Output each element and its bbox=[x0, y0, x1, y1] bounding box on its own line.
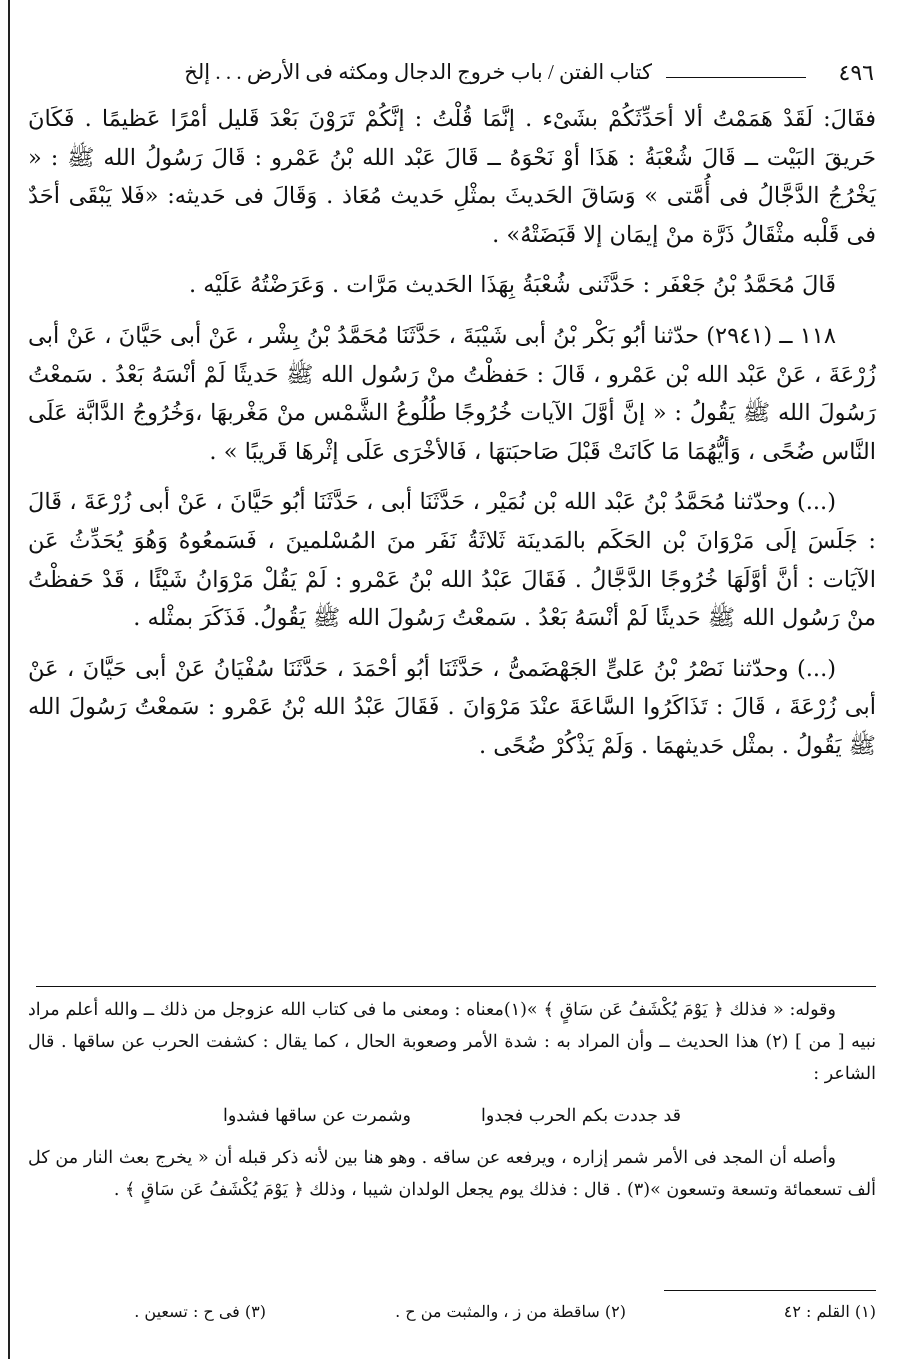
paragraph-hadith-118: ١١٨ ــ (٢٩٤١) حدّثنا أبُو بَكْر بْنُ أبى شَيْبَةَ ، حَدَّثَنَا مُحَمَّدُ بْنُ بِشْر ، عَنْ أبى حَيَّانَ ، عَنْ أبى زُرْعَةَ ، عَنْ عَبْد الله بْن عَمْرو ، قَالَ : حَفظْتُ منْ رَسُول الله ﷺ حَديثًا لَمْ أنْسَهُ بَعْدُ . سَمعْتُ رَسُولَ الله ﷺ يَقُولُ : « إنَّ أوَّلَ الآيات خُرُوجًا طُلُوعُ الشَّمْس منْ مَغْربهَا ،وَخُرُوجُ الدَّابَّة عَلَى النَّاس ضُحًى ، وَأيُّهُمَا مَا كَانَتْ قَبْلَ صَاحبَتهَا ، فَالأخْرَى عَلَى إثْرهَا قَريبًا » . bbox=[28, 322, 876, 465]
footnotes bbox=[28, 1302, 876, 1332]
page-edge-line bbox=[8, 0, 10, 1359]
footnote-1: (١) القلم : ٤٢ bbox=[783, 1302, 876, 1321]
running-title: كتاب الفتن / باب خروج الدجال ومكثه فى الأرض . . . إلخ bbox=[184, 60, 652, 84]
footnote-2: (٢) ساقطة من ز ، والمثبت من ح . bbox=[395, 1302, 626, 1321]
paragraph-continuation: فقَالَ: لَقَدْ هَمَمْتُ ألا أحَدِّثَكُمْ بشَىْء . إنَّمَا قُلْتُ : إنَّكُمْ تَرَوْنَ بَعْدَ قَليل أمْرًا عَظيمًا . فَكَانَ حَريقَ البَيْت ــ قَالَ شُعْبَةُ : هَذَا أوْ نَحْوَهُ ــ قَالَ عَبْد الله بْنُ عَمْرو : قَالَ رَسُولُ الله ﷺ : « يَخْرُجُ الدَّجَّالُ فى أُمَّتى » وَسَاقَ الحَديثَ بمثْلِ حَديث مُعَاذ . وَقَالَ فى حَديثه: «فَلا يَبْقَى أحَدٌ فى قَلْبه مثْقَالُ ذَرَّة منْ إيمَان إلا قَبَضَتْهُ» . bbox=[28, 106, 876, 248]
poetry-verse bbox=[28, 1100, 876, 1132]
paragraph-hadith-chain-2: (...) وحدّثنا نَصْرُ بْنُ عَلىٍّ الجَهْضَمىُّ ، حَدَّثَنَا أبُو أحْمَدَ ، حَدَّثَنَا سُفْيَانُ عَنْ أبى حَيَّانَ ، عَنْ أبى زُرْعَةَ ، قَالَ : تَذَاكَرُوا السَّاعَةَ عنْدَ مَرْوَانَ . فَقَالَ عَبْدُ الله بْنُ عَمْرو : سَمعْتُ رَسُولَ الله ﷺ يَقُولُ . بمثْل حَديثهمَا . وَلَمْ يَذْكُرْ ضُحًى . bbox=[28, 655, 876, 759]
commentary-section bbox=[28, 994, 876, 1206]
footnote-3: (٣) فى ح : تسعين . bbox=[134, 1302, 266, 1321]
paragraph-narrator-note: قَالَ مُحَمَّدُ بْنُ جَعْفَر : حَدَّثَنى شُعْبَةُ بِهَذَا الحَديث مَرَّات . وَعَرَضْتُهُ عَلَيْه . bbox=[188, 272, 836, 299]
commentary-paragraph: وأصله أن المجد فى الأمر شمر إزاره ، ويرفعه عن ساقه . وهو هنا بين لأنه ذكر قبله أن « يخرج بعث النار من كل ألف تسعمائة وتسعة وتسعون »(٣) . قال : فذلك يوم يجعل الولدان شيبا ، وذلك ﴿ يَوْمَ يُكْشَفُ عَن سَاقٍ ﴾ . bbox=[28, 1148, 876, 1200]
page-header bbox=[30, 58, 888, 94]
footnote-divider bbox=[664, 1290, 876, 1291]
page-number: ٤٩٦ bbox=[838, 60, 874, 85]
paragraph-hadith-chain-1: (...) وحدّثنا مُحَمَّدُ بْنُ عَبْد الله بْن نُمَيْر ، حَدَّثَنَا أبى ، حَدَّثَنَا أبُو حَيَّانَ ، عَنْ أبى زُرْعَةَ ، قَالَ : جَلَسَ إلَى مَرْوَانَ بْن الحَكَم بالمَدينَة ثَلاثَةُ نَفَر منَ المُسْلمينَ ، فَسَمعُوهُ وَهُوَ يُحَدِّثُ عَن الآيَات : أنَّ أوَّلَهَا خُرُوجًا الدَّجَّالُ . فَقَالَ عَبْدُ الله بْنُ عَمْرو : لَمْ يَقُلْ مَرْوَانُ شَيْئًا ، قَدْ حَفظْتُ منْ رَسُول الله ﷺ حَديثًا لَمْ أنْسَهُ بَعْدُ . سَمعْتُ رَسُولَ الله ﷺ يَقُولُ. فَذَكَرَ بمثْله . bbox=[28, 489, 876, 632]
commentary-divider bbox=[36, 986, 876, 987]
header-divider bbox=[666, 77, 806, 78]
commentary-paragraph: وقوله: « فذلك ﴿ يَوْمَ يُكْشَفُ عَن سَاقٍ ﴾ »(١)معناه : ومعنى ما فى كتاب الله عزوجل من ذلك ــ والله أعلم مراد نبيه [ من ] (٢) هذا الحديث ــ وأن المراد به : شدة الأمر وصعوبة الحال ، كما يقال : كشفت الحرب عن ساقها . قال الشاعر : bbox=[28, 1000, 876, 1084]
verse-first-hemistich: قد جددت بكم الحرب فجدوا bbox=[481, 1106, 682, 1126]
verse-second-hemistich: وشمرت عن ساقها فشدوا bbox=[222, 1106, 412, 1126]
hadith-text bbox=[28, 100, 876, 766]
